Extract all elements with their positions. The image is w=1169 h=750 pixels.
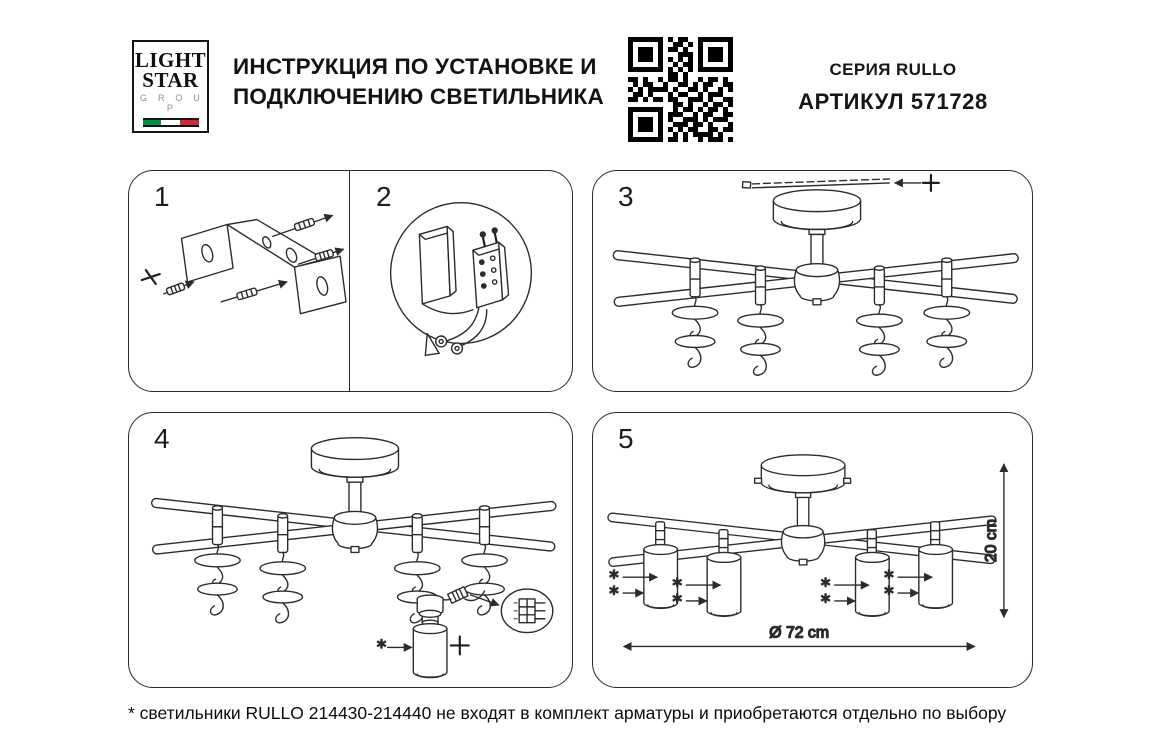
svg-text:*: *	[609, 583, 619, 605]
lamp-holder	[672, 258, 718, 367]
steps-1-2-diagram	[129, 171, 572, 391]
svg-text:*: *	[820, 576, 831, 598]
mounting-bracket-diagram	[142, 216, 346, 314]
step-3-diagram	[593, 171, 1032, 391]
panel-steps-1-2	[128, 170, 573, 392]
lamp-holder	[924, 258, 970, 367]
svg-text:*: *	[884, 568, 894, 590]
detail-circle	[391, 203, 532, 344]
svg-text:*: *	[672, 591, 682, 613]
svg-text:*: *	[672, 576, 682, 598]
step-4-diagram	[129, 413, 572, 687]
logo-word-star: STAR	[142, 67, 199, 92]
lamp-holder	[195, 506, 241, 615]
lamp-shade	[413, 629, 447, 677]
ceiling-mount	[742, 175, 938, 191]
qr-code-icon	[628, 37, 733, 142]
screw-icon	[142, 270, 160, 284]
panel-step-3	[592, 170, 1033, 392]
product-info	[782, 60, 1004, 115]
lamp-shade	[919, 545, 953, 609]
svg-text:*: *	[884, 583, 894, 605]
footnote-asterisk: *	[376, 637, 387, 659]
italian-flag-icon	[143, 118, 199, 127]
page-title	[233, 52, 604, 112]
step-4-number: 4	[154, 423, 170, 454]
step-5-number: 5	[618, 423, 634, 454]
logo-word-group: G R O U P	[140, 93, 204, 114]
svg-text:*: *	[820, 591, 831, 613]
logo-word-light: LIGHT	[134, 48, 207, 72]
height-dimension-label: 20 cm	[982, 519, 1000, 563]
step-5-diagram	[593, 413, 1032, 687]
width-dimension-label: Ø 72 cm	[769, 624, 830, 642]
lamp-shade	[707, 552, 741, 616]
footnote: * светильники RULLO 214430-214440 не входят в комплект арматуры и приобретаются отдельно по выбору	[128, 703, 1007, 723]
svg-text:*: *	[609, 568, 619, 590]
screw-icon	[923, 175, 939, 191]
panel-step-4	[128, 412, 573, 688]
chandelier-frame	[613, 190, 1019, 307]
screw-icon	[451, 637, 469, 655]
step-3-number: 3	[618, 181, 634, 212]
wiring-detail-diagram	[391, 203, 532, 356]
title-line-1: ИНСТРУКЦИЯ ПО УСТАНОВКЕ И	[233, 54, 597, 79]
step-1-number: 1	[154, 181, 170, 212]
title-line-2: ПОДКЛЮЧЕНИЮ СВЕТИЛЬНИКА	[233, 84, 604, 110]
panel-step-5	[592, 412, 1033, 688]
lamp-holder	[462, 506, 508, 615]
article-label: АРТИКУЛ 571728	[798, 89, 988, 114]
step-2-number: 2	[376, 181, 392, 212]
series-label: СЕРИЯ RULLO	[829, 60, 957, 79]
lightstar-logo	[132, 40, 209, 133]
